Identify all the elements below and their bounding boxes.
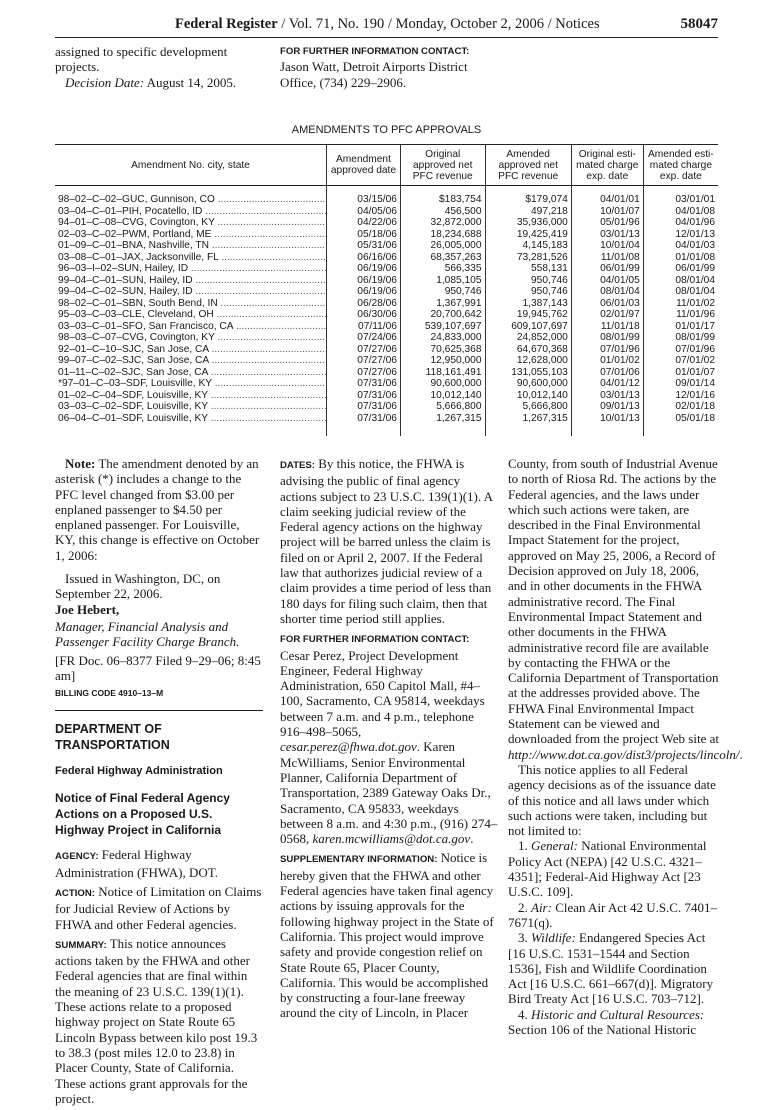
header-rule: [55, 37, 718, 38]
continued-text-a: County, from south of Industrial Avenue to north of Riosa Rd. The actions by the Federal agencies, and the laws under which such actions were taken, are described in the Final Environmental Impact Statement for the project, approved on May 25, 2006, a Record of Decision approved on July 18, 2006, and in other documents in the FHWA administrative record. The Final Environmental Impact Statement and other documents in the FHWA administrative record file are available by contacting the FHWA or the California Department of Transportation at the addresses provided above. The FHWA Final Environmental Impact Statement can be viewed and downloaded from the project Web site at: [508, 456, 719, 747]
value-cell: 07/01/96: [571, 344, 643, 356]
value-cell: 950,746: [485, 275, 571, 287]
value-cell: 539,107,697: [400, 321, 485, 333]
continued-para: [508, 456, 743, 762]
value-cell: 04/01/08: [643, 206, 718, 218]
value-cell: 5,666,800: [485, 401, 571, 413]
item-label: Historic and Cultural Resources:: [531, 1006, 705, 1022]
column-header: Amendment approved date: [327, 145, 401, 186]
contact-para: [280, 630, 498, 846]
value-cell: 05/18/06: [327, 229, 401, 241]
value-cell: 08/01/04: [643, 275, 718, 287]
value-cell: 06/16/06: [327, 252, 401, 264]
amendment-cell: *97–01–C–03–SDF, Louisville, KY .....: [55, 378, 327, 390]
table-row: [55, 413, 718, 425]
value-cell: 24,833,000: [400, 332, 485, 344]
signer-title: [55, 619, 263, 650]
item-label: General:: [531, 838, 578, 854]
value-cell: 04/22/06: [327, 217, 401, 229]
action-text: Notice of Limitation on Claims for Judicial Review of Actions by FHWA and other Federal agencies.: [55, 883, 262, 932]
table-row: [55, 378, 718, 390]
table-row: [55, 367, 718, 379]
value-cell: 558,131: [485, 263, 571, 275]
value-cell: 566,335: [400, 263, 485, 275]
amendment-cell: 03–03–C–01–SFO, San Francisco, CA .....: [55, 321, 327, 333]
contact-text: Jason Watt, Detroit Airports District Office, (734) 229–2906.: [280, 59, 468, 90]
table-row: [55, 240, 718, 252]
value-cell: 07/24/06: [327, 332, 401, 344]
amendment-cell: 98–02–C–02–GUC, Gunnison, CO .....: [55, 186, 327, 206]
value-cell: 06/01/99: [643, 263, 718, 275]
top-left-text: [55, 44, 260, 94]
amendment-cell: 03–03–C–02–SDF, Louisville, KY .....: [55, 401, 327, 413]
table-title: AMENDMENTS TO PFC APPROVALS: [291, 124, 482, 136]
column-header: Original approved net PFC revenue: [400, 145, 485, 186]
table-row: [55, 275, 718, 287]
decision-label: Decision Date:: [65, 74, 145, 90]
supplementary-label: SUPPLEMENTARY INFORMATION:: [280, 854, 438, 866]
amendment-cell: 95–03–C–03–CLE, Cleveland, OH .....: [55, 309, 327, 321]
supplementary-para: [280, 850, 498, 1020]
item-label: Air:: [531, 899, 552, 915]
amendment-cell: 99–04–C–02–SUN, Hailey, ID .....: [55, 286, 327, 298]
dates-text: By this notice, the FHWA is advising the public of final agency actions subject to 23 U.S.C. 139(1)(1). A claim seeking judicial review of the Federal agency actions on the highway project will be barred unless the claim is filed on or April 2, 2007. If the Federal law that authorizes judicial review of a claim provides a time period of less than 180 days for filing such claim, then that shorter time period still applies.: [280, 456, 493, 626]
project-url-link[interactable]: http://www.dot.ca.gov/dist3/projects/lincoln/: [508, 746, 740, 762]
email-link-mcwilliams[interactable]: karen.mcwilliams@dot.ca.gov: [312, 831, 471, 847]
value-cell: 04/01/03: [643, 240, 718, 252]
page-header: [55, 16, 718, 38]
law-list-item: [508, 838, 720, 899]
value-cell: $183,754: [400, 186, 485, 206]
value-cell: 03/15/06: [327, 186, 401, 206]
value-cell: 05/31/06: [327, 240, 401, 252]
contact-label: FOR FURTHER INFORMATION CONTACT:: [280, 46, 470, 57]
value-cell: 10,012,140: [485, 390, 571, 402]
value-cell: 24,852,000: [485, 332, 571, 344]
table-row: [55, 286, 718, 298]
value-cell: 07/31/06: [327, 378, 401, 390]
table-row: [55, 229, 718, 241]
dates-label: DATES:: [280, 460, 315, 471]
value-cell: 10,012,140: [400, 390, 485, 402]
value-cell: 1,085,105: [400, 275, 485, 287]
value-cell: 19,425,419: [485, 229, 571, 241]
column-2: [280, 456, 498, 1025]
contact-label: FOR FURTHER INFORMATION CONTACT:: [280, 634, 470, 646]
value-cell: 07/31/06: [327, 401, 401, 413]
value-cell: 03/01/01: [643, 186, 718, 206]
table-spacer-row: [55, 424, 718, 436]
fr-doc: [FR Doc. 06–8377 Filed 9–29–06; 8:45 am]: [55, 652, 261, 683]
amendment-cell: 01–02–C–04–SDF, Louisville, KY .....: [55, 390, 327, 402]
table-row: [55, 355, 718, 367]
value-cell: 07/01/96: [643, 344, 718, 356]
value-cell: 10/01/13: [571, 413, 643, 425]
column-3: [508, 456, 743, 1037]
value-cell: 11/01/02: [643, 298, 718, 310]
value-cell: 32,872,000: [400, 217, 485, 229]
item-number: 4.: [518, 1006, 531, 1022]
value-cell: 609,107,697: [485, 321, 571, 333]
dates-para: [280, 456, 498, 626]
citation: / Vol. 71, No. 190 / Monday, October 2, 2006 / Notices: [277, 16, 600, 32]
value-cell: 05/01/18: [643, 413, 718, 425]
billing-code: BILLING CODE 4910–13–M: [55, 688, 164, 699]
signer: Joe Hebert,: [55, 601, 120, 617]
amendments-table: [55, 144, 718, 436]
signer-title-text: Manager, Financial Analysis and Passenger Facility Charge Branch.: [55, 618, 240, 650]
value-cell: 05/01/96: [571, 217, 643, 229]
value-cell: 118,161,491: [400, 367, 485, 379]
value-cell: 02/01/97: [571, 309, 643, 321]
value-cell: 1,267,315: [485, 413, 571, 425]
value-cell: 07/31/06: [327, 390, 401, 402]
amendment-cell: 98–03–C–07–CVG, Covington, KY .....: [55, 332, 327, 344]
table-row: [55, 332, 718, 344]
amendment-cell: 99–04–C–01–SUN, Hailey, ID .....: [55, 275, 327, 287]
value-cell: 10/01/04: [571, 240, 643, 252]
value-cell: 06/19/06: [327, 286, 401, 298]
law-list-item: [508, 900, 720, 931]
top-right-contact: [280, 44, 495, 90]
amendment-cell: 06–04–C–01–SDF, Louisville, KY .....: [55, 413, 327, 425]
amendment-cell: 01–09–C–01–BNA, Nashville, TN .....: [55, 240, 327, 252]
column-header: Original esti-mated charge exp. date: [571, 145, 643, 186]
amendment-cell: 94–01–C–08–CVG, Covington, KY .....: [55, 217, 327, 229]
value-cell: 01/01/02: [571, 355, 643, 367]
continued-end: .: [739, 746, 743, 762]
value-cell: 11/01/96: [643, 309, 718, 321]
value-cell: 03/01/13: [571, 390, 643, 402]
value-cell: 06/28/06: [327, 298, 401, 310]
table-row: [55, 263, 718, 275]
value-cell: 950,746: [485, 286, 571, 298]
value-cell: 73,281,526: [485, 252, 571, 264]
summary-para: [55, 936, 263, 1106]
summary-text: This notice announces actions taken by the FHWA and other Federal agencies that are final within the meaning of 23 U.S.C. 139(1)(1). These actions relate to a proposed highway project on State Route 65 Lincoln Bypass between kilo post 19.3 to 38.3 (post miles 12.0 to 23.8) in Placer County, State of California. These actions grant approvals for the project.: [55, 935, 258, 1106]
agency-para: [55, 847, 263, 880]
agency-text: Federal Highway Administration (FHWA), DOT.: [55, 847, 218, 880]
value-cell: 06/19/06: [327, 275, 401, 287]
value-cell: 456,500: [400, 206, 485, 218]
item-number: 3.: [518, 930, 531, 946]
value-cell: 04/01/01: [571, 186, 643, 206]
value-cell: 10/01/07: [571, 206, 643, 218]
issued-text: Issued in Washington, DC, on September 22, 2006.: [55, 571, 221, 602]
value-cell: $179,074: [485, 186, 571, 206]
value-cell: 20,700,642: [400, 309, 485, 321]
law-list-item: [508, 1007, 720, 1038]
value-cell: 07/27/06: [327, 367, 401, 379]
supplementary-text: Notice is hereby given that the FHWA and other Federal agencies have taken final agency actions by issuing approvals for the following highway project in the State of California. This project would improve safety and provide congestion relief on State Route 65, Placer County, California. This would be accomplished by constructing a four-lane freeway around the city of Lincoln, in Placer: [280, 850, 494, 1021]
value-cell: 06/01/99: [571, 263, 643, 275]
note-label: Note:: [65, 456, 96, 471]
value-cell: 01/01/17: [643, 321, 718, 333]
amendment-cell: 96–03–I–02–SUN, Hailey, ID .....: [55, 263, 327, 275]
value-cell: 11/01/08: [571, 252, 643, 264]
signer-name: [55, 602, 263, 617]
decision-date: [55, 75, 260, 90]
publication-title: Federal Register: [175, 16, 278, 32]
value-cell: 26,005,000: [400, 240, 485, 252]
note-text: The amendment denoted by an asterisk (*) includes a change to the PFC level changed from $3.00 per enplaned passenger to $4.50 per enplaned passenger. For Louisville, KY, this change is effective on October 1, 2006:: [55, 456, 260, 563]
table-row: [55, 344, 718, 356]
value-cell: 35,936,000: [485, 217, 571, 229]
value-cell: 1,267,315: [400, 413, 485, 425]
item-number: 1.: [518, 838, 531, 854]
value-cell: 68,357,263: [400, 252, 485, 264]
summary-label: SUMMARY:: [55, 939, 107, 951]
value-cell: 03/01/13: [571, 229, 643, 241]
item-text: Clean Air Act 42 U.S.C. 7401–7671(q).: [508, 899, 717, 930]
value-cell: 18,234,688: [400, 229, 485, 241]
agency-label: AGENCY:: [55, 851, 99, 863]
contact-text-b: . Karen McWilliams, Senior Environmental Planner, California Department of Transportation, 2389 Gateway Oaks Dr., Sacramento, CA 95833, weekdays between 8 a.m. and 4:30 p.m., (916) 274–0568,: [280, 739, 498, 847]
amendment-cell: 99–07–C–02–SJC, San Jose, CA .....: [55, 355, 327, 367]
contact-text-a: Cesar Perez, Project Development Engineer, Federal Highway Administration, 650 Capitol Mall, #4–100, Sacramento, CA 95814, weekdays between 7 a.m. and 4 p.m., telephone 916–498–5065,: [280, 647, 485, 740]
section-rule: [55, 710, 263, 711]
action-para: [55, 884, 263, 932]
amendment-cell: 92–01–C–10–SJC, San Jose, CA .....: [55, 344, 327, 356]
table-row: [55, 401, 718, 413]
value-cell: 01/01/07: [643, 367, 718, 379]
value-cell: 08/01/04: [643, 286, 718, 298]
applies-para: This notice applies to all Federal agency decisions as of the issuance date of this notice and all laws under which such actions were taken, including but not limited to:: [508, 761, 716, 839]
amendment-cell: 98–02–C–01–SBN, South Bend, IN .....: [55, 298, 327, 310]
page-number: 58047: [680, 16, 718, 32]
value-cell: 01/01/08: [643, 252, 718, 264]
continued-text: assigned to specific development projects.: [55, 44, 228, 75]
value-cell: 70,625,368: [400, 344, 485, 356]
value-cell: 04/01/12: [571, 378, 643, 390]
table-row: [55, 309, 718, 321]
value-cell: 09/01/13: [571, 401, 643, 413]
value-cell: 08/01/04: [571, 286, 643, 298]
amendment-cell: 03–08–C–01–JAX, Jacksonville, FL .....: [55, 252, 327, 264]
value-cell: 04/01/05: [571, 275, 643, 287]
value-cell: 12,628,000: [485, 355, 571, 367]
table-row: [55, 217, 718, 229]
law-list-item: [508, 930, 720, 1006]
item-text: Endangered Species Act [16 U.S.C. 1531–1544 and Section 1536], Fish and Wildlife Coordination Act [16 U.S.C. 661–667(d)]. Migratory Bird Treaty Act [16 U.S.C. 703–712].: [508, 930, 714, 1007]
value-cell: 64,670,368: [485, 344, 571, 356]
value-cell: 06/30/06: [327, 309, 401, 321]
value-cell: 02/01/18: [643, 401, 718, 413]
value-cell: 5,666,800: [400, 401, 485, 413]
agency-heading: Federal Highway Administration: [55, 765, 223, 778]
column-header: Amended esti-mated charge exp. date: [643, 145, 718, 186]
amendment-cell: 01–11–C–02–SJC, San Jose, CA .....: [55, 367, 327, 379]
value-cell: 131,055,103: [485, 367, 571, 379]
value-cell: 12/01/16: [643, 390, 718, 402]
value-cell: 90,600,000: [485, 378, 571, 390]
value-cell: 06/01/03: [571, 298, 643, 310]
notice-title: Notice of Final Federal Agency Actions on a Proposed U.S. Highway Project in California: [55, 791, 230, 838]
value-cell: 1,367,991: [400, 298, 485, 310]
table-row: [55, 390, 718, 402]
value-cell: 07/27/06: [327, 344, 401, 356]
value-cell: 08/01/99: [571, 332, 643, 344]
value-cell: 09/01/14: [643, 378, 718, 390]
amendment-cell: 03–04–C–01–PIH, Pocatello, ID .....: [55, 206, 327, 218]
decision-value: August 14, 2005.: [144, 74, 237, 90]
note: [55, 456, 263, 563]
column-header: Amended approved net PFC revenue: [485, 145, 571, 186]
value-cell: 06/19/06: [327, 263, 401, 275]
column-1: [55, 456, 263, 1110]
value-cell: 04/01/96: [643, 217, 718, 229]
value-cell: 07/01/02: [643, 355, 718, 367]
value-cell: 19,945,762: [485, 309, 571, 321]
table-row: [55, 321, 718, 333]
table-row: [55, 252, 718, 264]
table-row: [55, 298, 718, 310]
value-cell: 12,950,000: [400, 355, 485, 367]
action-label: ACTION:: [55, 887, 95, 899]
item-label: Wildlife:: [531, 930, 576, 946]
column-header: Amendment No. city, state: [55, 145, 327, 186]
item-number: 2.: [518, 899, 531, 915]
value-cell: 07/27/06: [327, 355, 401, 367]
value-cell: 950,746: [400, 286, 485, 298]
value-cell: 12/01/13: [643, 229, 718, 241]
value-cell: 11/01/18: [571, 321, 643, 333]
email-link-perez[interactable]: cesar.perez@fhwa.dot.gov: [280, 739, 417, 755]
value-cell: 08/01/99: [643, 332, 718, 344]
value-cell: 07/11/06: [327, 321, 401, 333]
value-cell: 07/01/06: [571, 367, 643, 379]
value-cell: 1,387,143: [485, 298, 571, 310]
item-text: National Environmental Policy Act (NEPA) [42 U.S.C. 4321–4351]; Federal-Aid Highway Act [23 U.S.C. 109].: [508, 838, 707, 900]
amendment-cell: 02–03–C–02–PWM, Portland, ME .....: [55, 229, 327, 241]
value-cell: 07/31/06: [327, 413, 401, 425]
value-cell: 4,145,183: [485, 240, 571, 252]
value-cell: 04/05/06: [327, 206, 401, 218]
value-cell: 90,600,000: [400, 378, 485, 390]
table-row: [55, 186, 718, 206]
contact-end: .: [470, 831, 474, 847]
department-heading: DEPARTMENT OF TRANSPORTATION: [55, 722, 170, 752]
item-text: Section 106 of the National Historic: [508, 1021, 697, 1037]
value-cell: 497,218: [485, 206, 571, 218]
table-row: [55, 206, 718, 218]
